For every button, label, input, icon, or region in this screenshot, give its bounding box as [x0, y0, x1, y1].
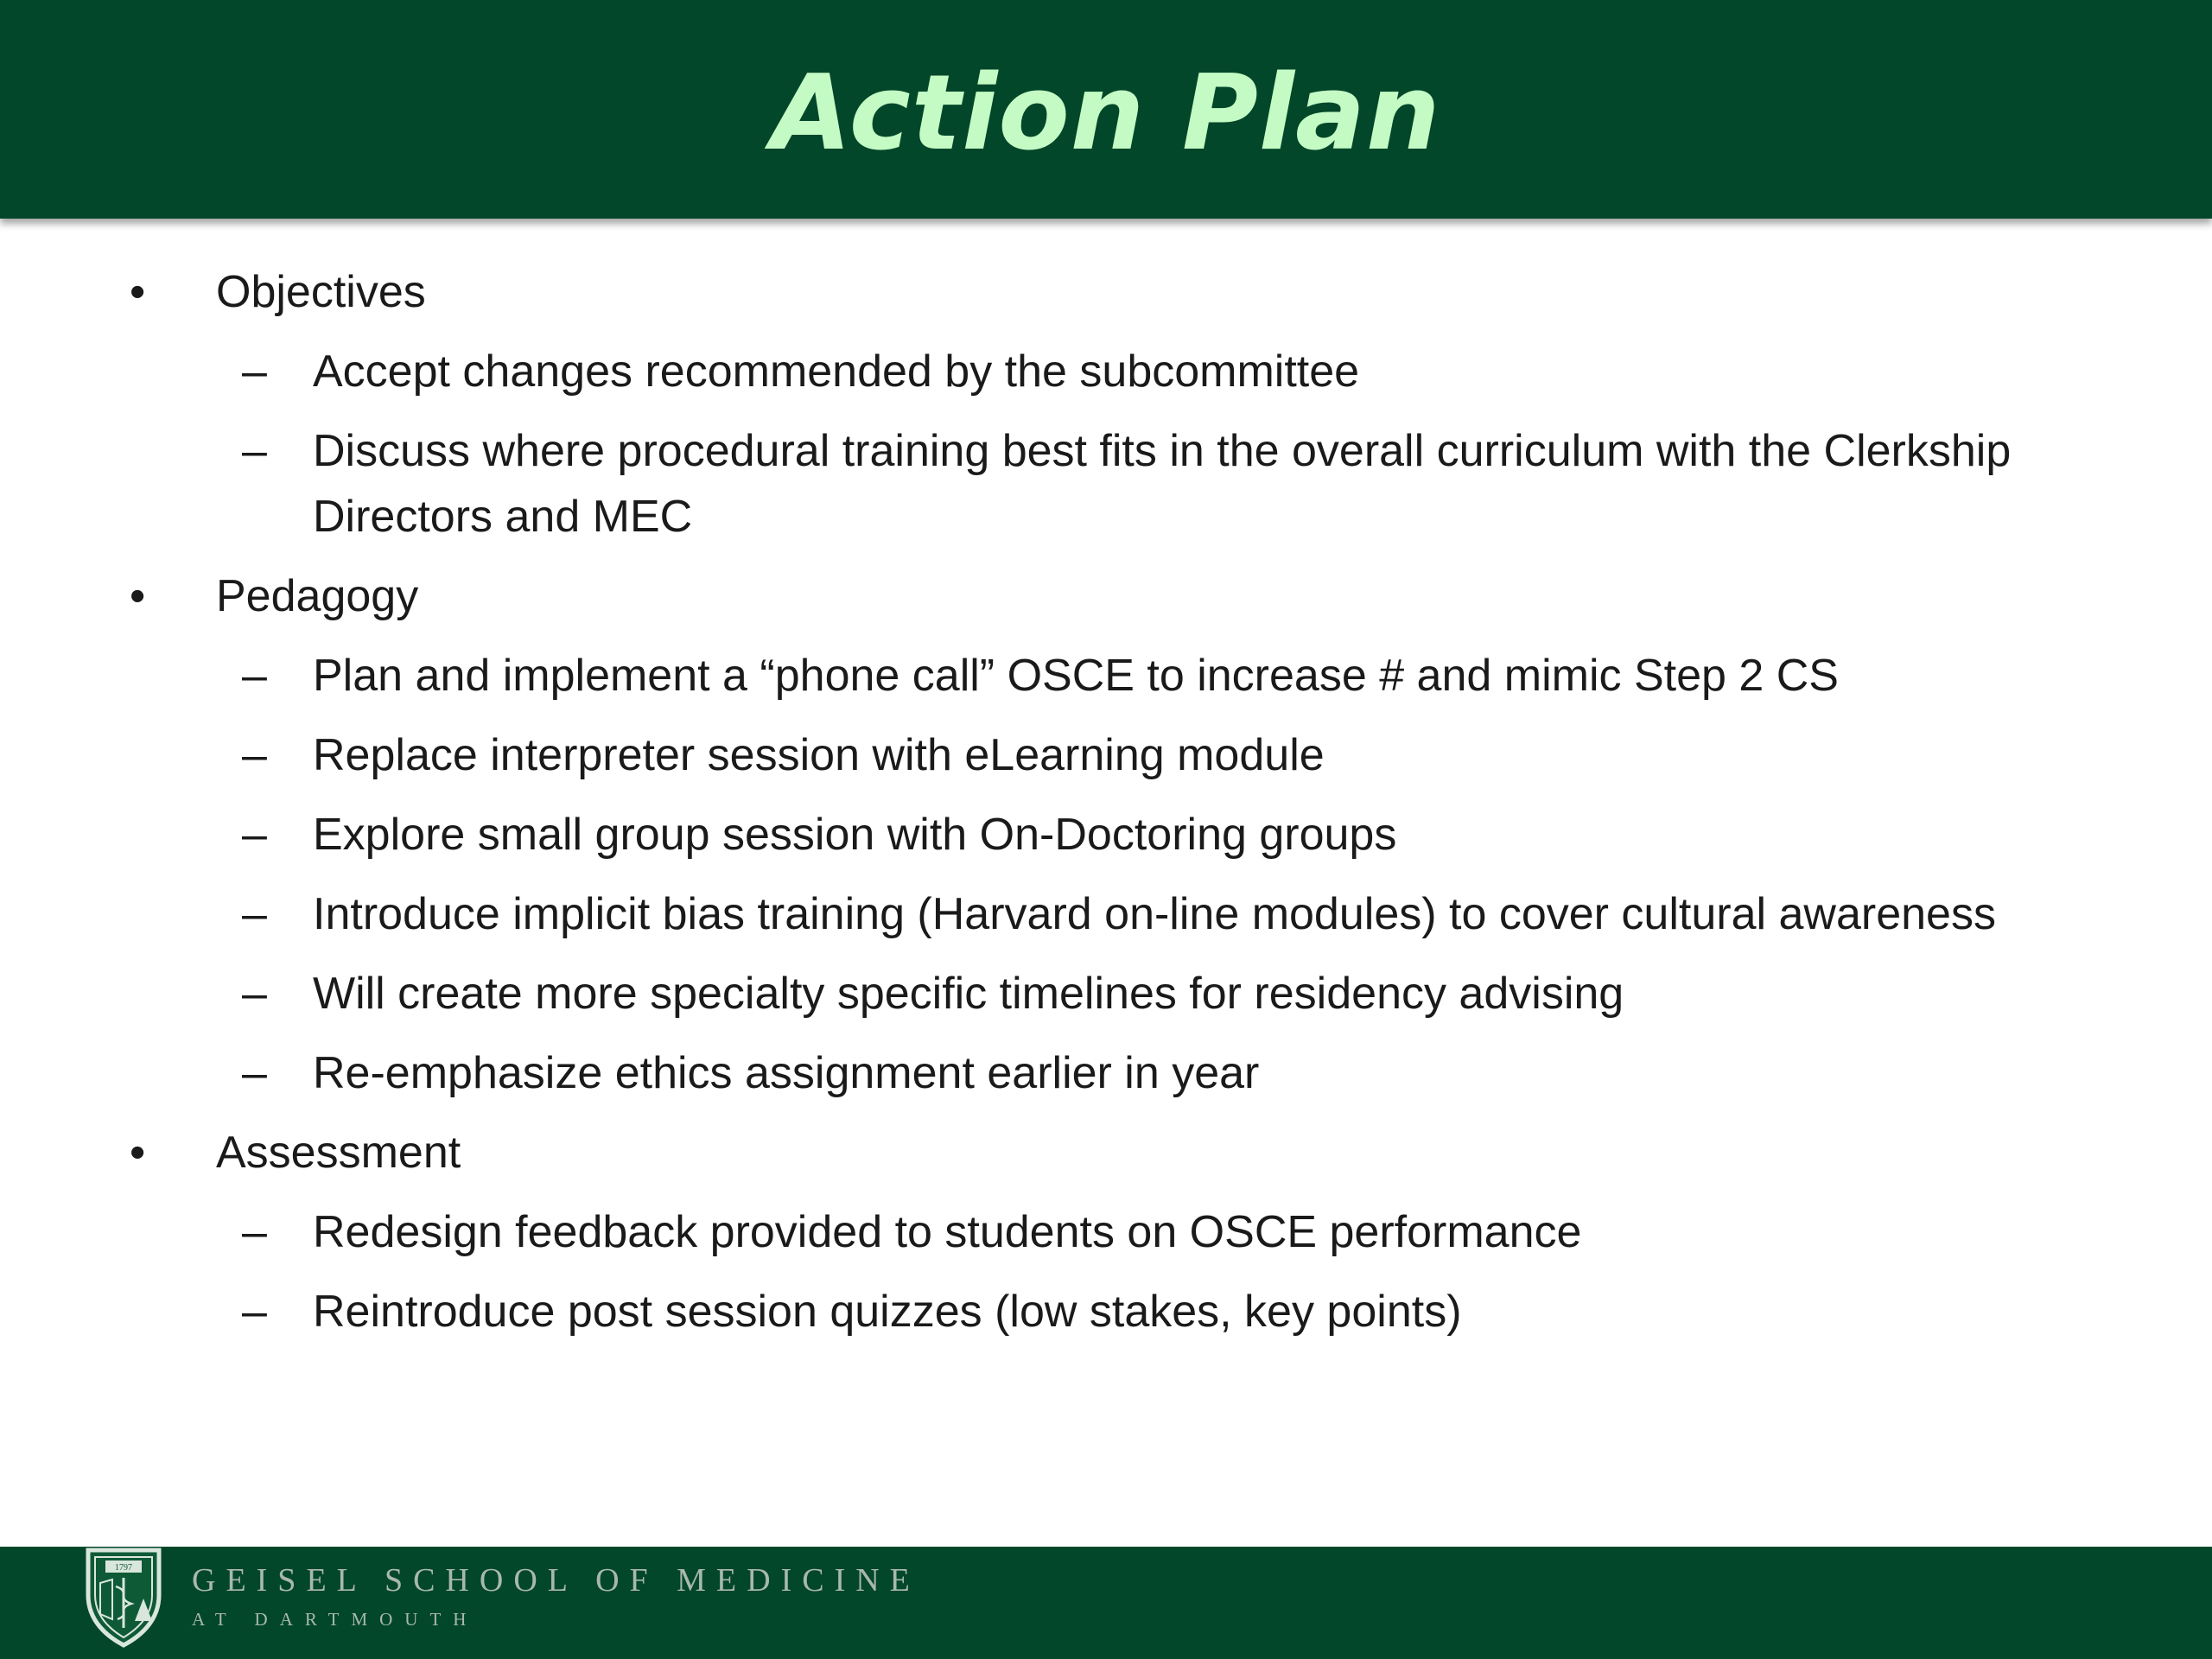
dash-marker: –	[242, 1048, 267, 1098]
bullet-marker: •	[130, 267, 146, 317]
dash-marker: –	[242, 969, 267, 1019]
dash-marker: –	[242, 651, 267, 701]
bullet-text: Objectives	[216, 267, 426, 317]
sub-bullet-text: Re-emphasize ethics assignment earlier in year	[313, 1048, 1260, 1098]
bullet-text: Assessment	[216, 1128, 461, 1178]
title-bar	[0, 0, 2212, 219]
sub-bullet	[0, 961, 2212, 1027]
dash-marker: –	[242, 810, 267, 860]
sub-bullet-text: Discuss where procedural training best fits in the overall curriculum with the Clerkship Directors and MEC	[313, 426, 2012, 542]
slide-title: Action Plan	[771, 53, 1441, 174]
sub-bullet	[0, 418, 2212, 550]
dash-marker: –	[242, 730, 267, 780]
sub-bullet	[0, 643, 2212, 709]
dash-marker: –	[242, 426, 267, 476]
dash-marker: –	[242, 889, 267, 939]
sub-bullet	[0, 802, 2212, 868]
sub-bullet-text: Explore small group session with On-Doctoring groups	[313, 810, 1397, 860]
sub-bullet-text: Introduce implicit bias training (Harvard on-line modules) to cover cultural awareness	[313, 889, 1996, 939]
sub-bullet-text: Replace interpreter session with eLearning module	[313, 730, 1325, 780]
sub-bullet	[0, 1279, 2212, 1344]
seal-year: 1797	[115, 1563, 132, 1573]
sub-bullet-text: Accept changes recommended by the subcommittee	[313, 346, 1360, 397]
sub-bullet	[0, 881, 2212, 947]
bullet-list	[0, 259, 2212, 1344]
school-subtitle: AT DARTMOUTH	[192, 1609, 479, 1630]
sub-bullet	[0, 339, 2212, 404]
bullet-text: Pedagogy	[216, 571, 419, 621]
bullet-marker: •	[130, 571, 146, 621]
dash-marker: –	[242, 1207, 267, 1257]
dash-marker: –	[242, 346, 267, 397]
dash-marker: –	[242, 1287, 267, 1337]
sub-bullet-text: Plan and implement a “phone call” OSCE to increase # and mimic Step 2 CS	[313, 651, 1839, 701]
bullet-objectives	[0, 259, 2212, 325]
sub-bullet-text: Will create more specialty specific timelines for residency advising	[313, 969, 1624, 1019]
sub-bullet-text: Redesign feedback provided to students on OSCE performance	[313, 1207, 1582, 1257]
shield-seal-icon	[83, 1545, 164, 1649]
bullet-pedagogy	[0, 563, 2212, 629]
slide-body	[0, 259, 2212, 1358]
school-name: GEISEL SCHOOL OF MEDICINE	[192, 1562, 920, 1599]
sub-bullet	[0, 1040, 2212, 1106]
sub-bullet	[0, 1199, 2212, 1265]
bullet-assessment	[0, 1120, 2212, 1185]
sub-bullet	[0, 722, 2212, 788]
bullet-marker: •	[130, 1128, 146, 1178]
sub-bullet-text: Reintroduce post session quizzes (low stakes, key points)	[313, 1287, 1462, 1337]
